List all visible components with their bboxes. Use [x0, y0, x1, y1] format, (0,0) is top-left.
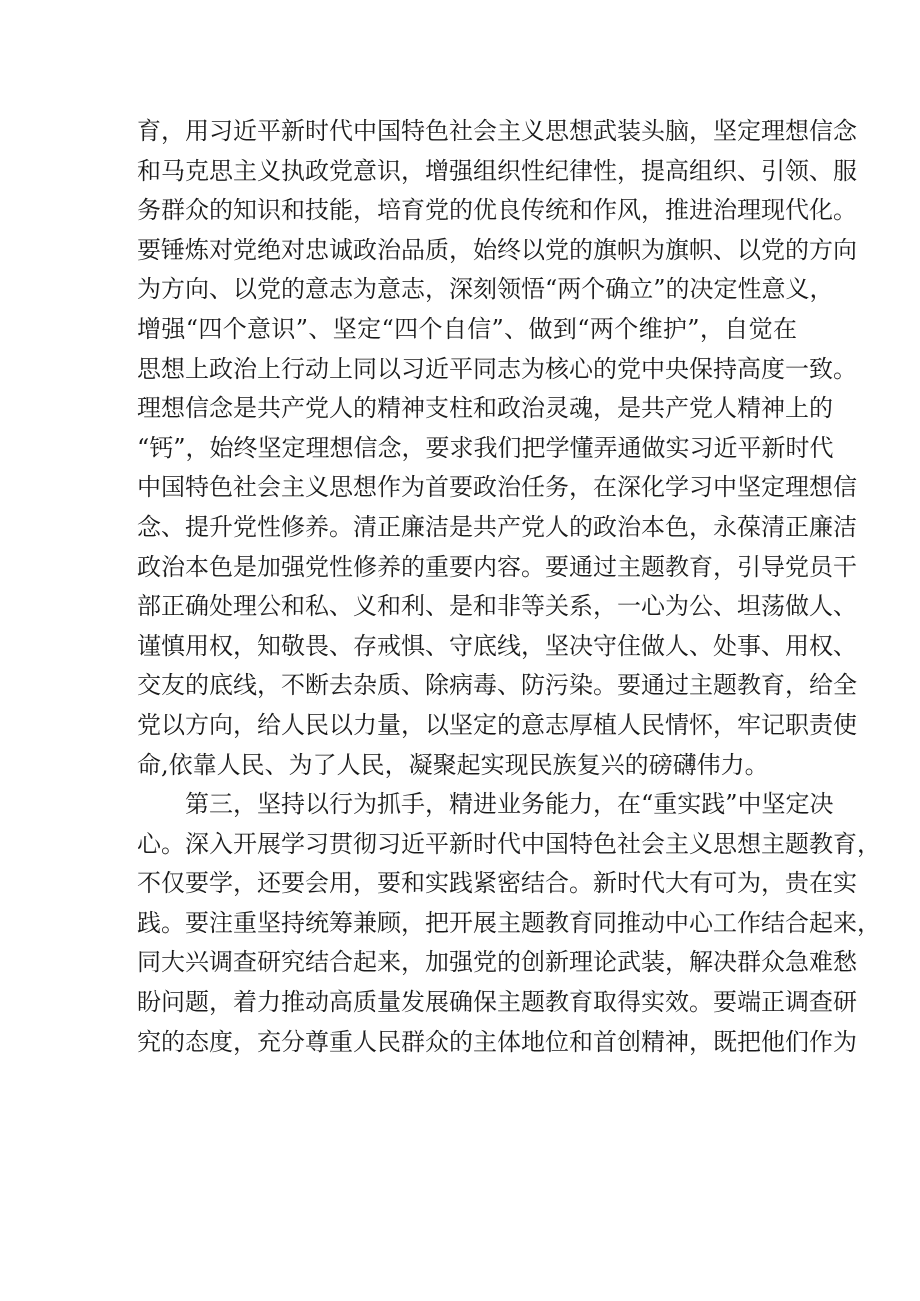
- text-line: 要锤炼对党绝对忠诚政治品质，始终以党的旗帜为旗帜、以党的方向: [137, 235, 857, 264]
- text-line: 理想信念是共产党人的精神支柱和政治灵魂，是共产党人精神上的: [137, 394, 833, 423]
- text-line: 践。要注重坚持统筹兼顾，把开展主题教育同推动中心工作结合起来，: [137, 908, 881, 937]
- text-line: 盼问题，着力推动高质量发展确保主题教育取得实效。要端正调查研: [137, 988, 857, 1017]
- paragraph-end-line: 命,依靠人民、为了人民，凝聚起实现民族复兴的磅礴伟力。: [137, 750, 769, 779]
- text-line: 中国特色社会主义思想作为首要政治任务，在深化学习中坚定理想信: [137, 473, 857, 502]
- text-line: 不仅要学，还要会用，要和实践紧密结合。新时代大有可为，贵在实: [137, 869, 857, 898]
- text-line: 务群众的知识和技能，培育党的优良传统和作风，推进治理现代化。: [137, 196, 857, 225]
- text-line: 谨慎用权，知敬畏、存戒惧、守底线，坚决守住做人、处事、用权、: [137, 631, 857, 660]
- text-line: 和马克思主义执政党意识，增强组织性纪律性，提高组织、引领、服: [137, 156, 857, 185]
- text-line: 交友的底线，不断去杂质、除病毒、防污染。要通过主题教育，给全: [137, 671, 857, 700]
- text-line: 究的态度，充分尊重人民群众的主体地位和首创精神，既把他们作为: [137, 1027, 857, 1056]
- body-text: [137, 112, 881, 1062]
- text-line: 育，用习近平新时代中国特色社会主义思想武装头脑，坚定理想信念: [137, 117, 857, 145]
- text-line: 同大兴调查研究结合起来，加强党的创新理论武装，解决群众急难愁: [137, 948, 857, 977]
- text-line: 政治本色是加强党性修养的重要内容。要通过主题教育，引导党员干: [137, 552, 857, 581]
- text-line: 部正确处理公和私、义和利、是和非等关系，一心为公、坦荡做人、: [137, 592, 857, 621]
- text-line: “钙”，始终坚定理想信念，要求我们把学懂弄通做实习近平新时代: [137, 433, 834, 462]
- text-line: 思想上政治上行动上同以习近平同志为核心的党中央保持高度一致。: [137, 354, 857, 383]
- text-line: 念、提升党性修养。清正廉洁是共产党人的政治本色，永葆清正廉洁: [137, 512, 857, 541]
- text-line: 党以方向，给人民以力量，以坚定的意志厚植人民情怀，牢记职责使: [137, 710, 857, 739]
- text-line: 为方向、以党的意志为意志，深刻领悟“两个确立”的决定性意义，: [137, 275, 834, 304]
- text-line: 增强“四个意识”、坚定“四个自信”、做到“两个维护”，自觉在: [137, 314, 797, 343]
- paragraph-start-line: 第三，坚持以行为抓手，精进业务能力，在“重实践”中坚定决: [185, 790, 834, 819]
- text-line: 心。深入开展学习贯彻习近平新时代中国特色社会主义思想主题教育，: [137, 829, 881, 858]
